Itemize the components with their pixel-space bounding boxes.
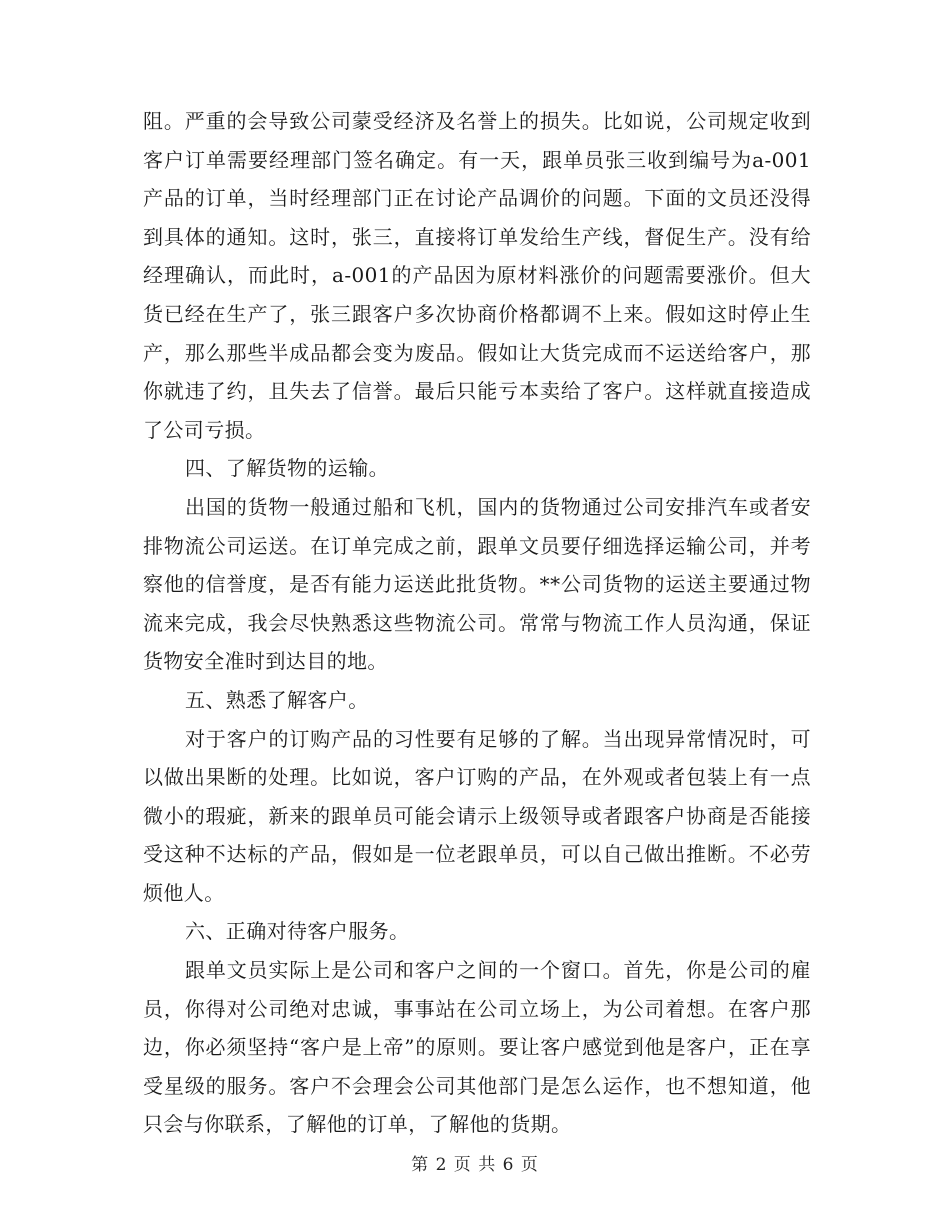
document-body [143,102,811,1144]
paragraph-customers: 对于客户的订购产品的习性要有足够的了解。当出现异常情况时，可以做出果断的处理。比如说，客户订购的产品，在外观或者包装上有一点微小的瑕疵，新来的跟单员可能会请示上级领导或者跟客户协商是否能接受这种不达标的产品，假如是一位老跟单员，可以自己做出推断。不必劳烦他人。 [143,726,811,905]
section-heading-customers: 五、熟悉了解客户。 [185,687,369,712]
paragraph-continuation: 阻。严重的会导致公司蒙受经济及名誉上的损失。比如说，公司规定收到客户订单需要经理部门签名确定。有一天，跟单员张三收到编号为a-001产品的订单，当时经理部门正在讨论产品调价的问题。下面的文员还没得到具体的通知。这时，张三，直接将订单发给生产线，督促生产。没有给经理确认，而此时，a-001的产品因为原材料涨价的问题需要涨价。但大货已经在生产了，张三跟客户多次协商价格都调不上来。假如这时停止生产，那么那些半成品都会变为废品。假如让大货完成而不运送给客户，那你就违了约，且失去了信誉。最后只能亏本卖给了客户。这样就直接造成了公司亏损。 [143,109,811,442]
page-number-footer: 第 2 页 共 6 页 [411,1155,539,1175]
section-heading-service: 六、正确对待客户服务。 [185,919,410,944]
paragraph-service: 跟单文员实际上是公司和客户之间的一个窗口。首先，你是公司的雇员，你得对公司绝对忠诚，事事站在公司立场上，为公司着想。在客户那边，你必须坚持“客户是上帝”的原则。要让客户感觉到他是客户，正在享受星级的服务。客户不会理会公司其他部门是怎么运作，也不想知道，他只会与你联系，了解他的订单，了解他的货期。 [143,958,811,1137]
paragraph-transport: 出国的货物一般通过船和飞机，国内的货物通过公司安排汽车或者安排物流公司运送。在订单完成之前，跟单文员要仔细选择运输公司，并考察他的信誉度，是否有能力运送此批货物。**公司货物的运送主要通过物流来完成，我会尽快熟悉这些物流公司。常常与物流工作人员沟通，保证货物安全准时到达目的地。 [143,494,811,674]
section-heading-transport: 四、了解货物的运输。 [185,456,389,481]
